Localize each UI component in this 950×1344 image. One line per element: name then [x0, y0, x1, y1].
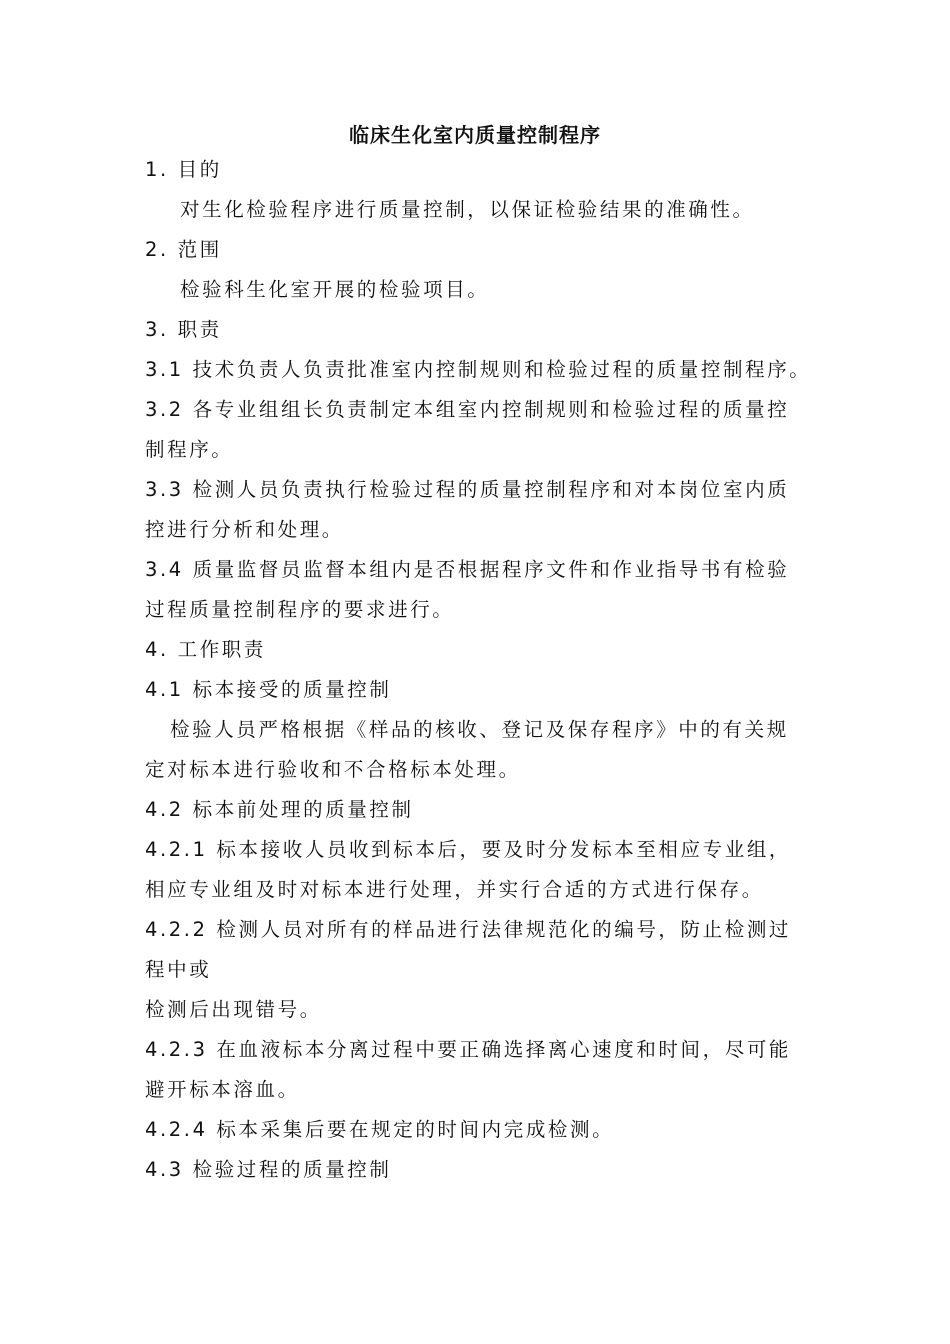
paragraph-line: 检验科生化室开展的检验项目。	[180, 278, 490, 301]
paragraph-line: 4.2.4 标本采集后要在规定的时间内完成检测。	[145, 1118, 615, 1141]
paragraph-line: 4.2.2 检测人员对所有的样品进行法律规范化的编号，防止检测过	[145, 918, 792, 941]
paragraph-line: 制程序。	[145, 438, 234, 461]
subsection-heading: 4.2 标本前处理的质量控制	[145, 798, 414, 821]
document-title: 临床生化室内质量控制程序	[349, 123, 601, 147]
paragraph-line: 定对标本进行验收和不合格标本处理。	[145, 758, 521, 781]
paragraph-line: 对生化检验程序进行质量控制，以保证检验结果的准确性。	[180, 198, 755, 221]
paragraph-line: 过程质量控制程序的要求进行。	[145, 598, 455, 621]
paragraph-line: 3.1 技术负责人负责批准室内控制规则和检验过程的质量控制程序。	[145, 358, 812, 381]
section-heading: 2. 范围	[145, 238, 222, 261]
paragraph-line: 检验人员严格根据《样品的核收、登记及保存程序》中的有关规	[170, 718, 789, 741]
section-heading: 4. 工作职责	[145, 638, 267, 661]
section-heading: 3. 职责	[145, 318, 222, 341]
paragraph-line: 检测后出现错号。	[145, 998, 322, 1021]
subsection-heading: 4.1 标本接受的质量控制	[145, 678, 392, 701]
paragraph-line: 3.4 质量监督员监督本组内是否根据程序文件和作业指导书有检验	[145, 558, 790, 581]
paragraph-line: 4.2.3 在血液标本分离过程中要正确选择离心速度和时间，尽可能	[145, 1038, 792, 1061]
paragraph-line: 相应专业组及时对标本进行处理，并实行合适的方式进行保存。	[145, 878, 764, 901]
paragraph-line: 控进行分析和处理。	[145, 518, 344, 541]
paragraph-line: 避开标本溶血。	[145, 1078, 300, 1101]
paragraph-line: 4.2.1 标本接收人员收到标本后，要及时分发标本至相应专业组，	[145, 838, 792, 861]
paragraph-line: 程中或	[145, 958, 212, 981]
subsection-heading: 4.3 检验过程的质量控制	[145, 1158, 392, 1181]
section-heading: 1. 目的	[145, 158, 222, 181]
paragraph-line: 3.2 各专业组组长负责制定本组室内控制规则和检验过程的质量控	[145, 398, 790, 421]
paragraph-line: 3.3 检测人员负责执行检验过程的质量控制程序和对本岗位室内质	[145, 478, 790, 501]
